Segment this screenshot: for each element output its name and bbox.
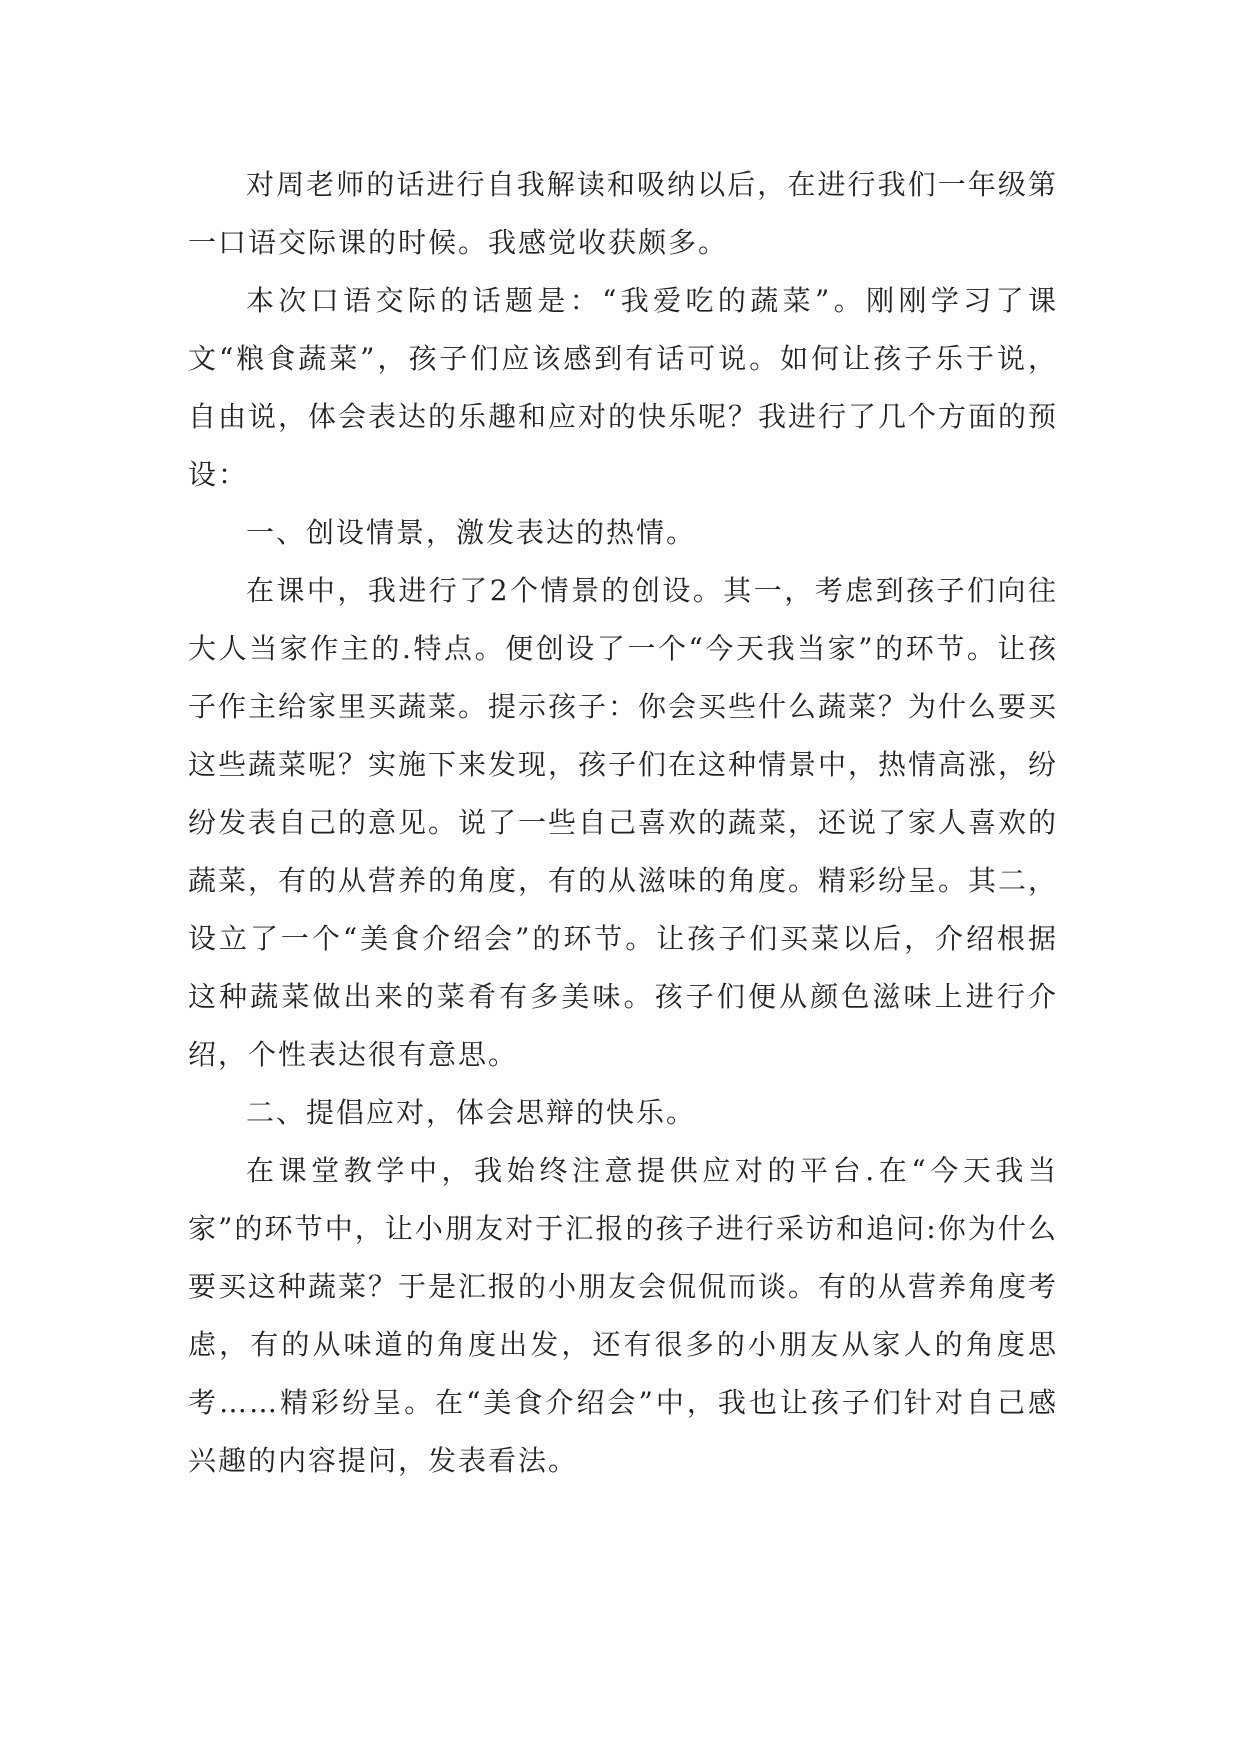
- paragraph-response: 在课堂教学中，我始终注意提供应对的平台.在“今天我当家”的环节中，让小朋友对于汇报的孩子进行采访和追问:你为什么要买这种蔬菜？于是汇报的小朋友会侃侃而谈。有的从营养角度考虑，有的从味道的角度出发，还有很多的小朋友从家人的角度思考……精彩纷呈。在“美食介绍会”中，我也让孩子们针对自己感兴趣的内容提问，发表看法。: [188, 1154, 1059, 1477]
- document-body: [188, 156, 1058, 1490]
- paragraph-intro: 对周老师的话进行自我解读和吸纳以后，在进行我们一年级第一口语交际课的时候。我感觉收获颇多。: [188, 168, 1058, 259]
- paragraph-topic: 本次口语交际的话题是：“我爱吃的蔬菜”。刚刚学习了课文“粮食蔬菜”，孩子们应该感到有话可说。如何让孩子乐于说，自由说，体会表达的乐趣和应对的快乐呢？我进行了几个方面的预设：: [188, 284, 1059, 491]
- paragraph-scenarios: 在课中，我进行了2个情景的创设。其一，考虑到孩子们向往大人当家作主的.特点。便创设了一个“今天我当家”的环节。让孩子作主给家里买蔬菜。提示孩子：你会买些什么蔬菜？为什么要买这些蔬菜呢？实施下来发现，孩子们在这种情景中，热情高涨，纷纷发表自己的意见。说了一些自己喜欢的蔬菜，还说了家人喜欢的蔬菜，有的从营养的角度，有的从滋味的角度。精彩纷呈。其二，设立了一个“美食介绍会”的环节。让孩子们买菜以后，介绍根据这种蔬菜做出来的菜肴有多美味。孩子们便从颜色滋味上进行介绍，个性表达很有意思。: [188, 574, 1059, 1071]
- section-heading-1: 一、创设情景，激发表达的热情。: [246, 516, 697, 549]
- section-heading-2: 二、提倡应对，体会思辩的快乐。: [246, 1096, 697, 1129]
